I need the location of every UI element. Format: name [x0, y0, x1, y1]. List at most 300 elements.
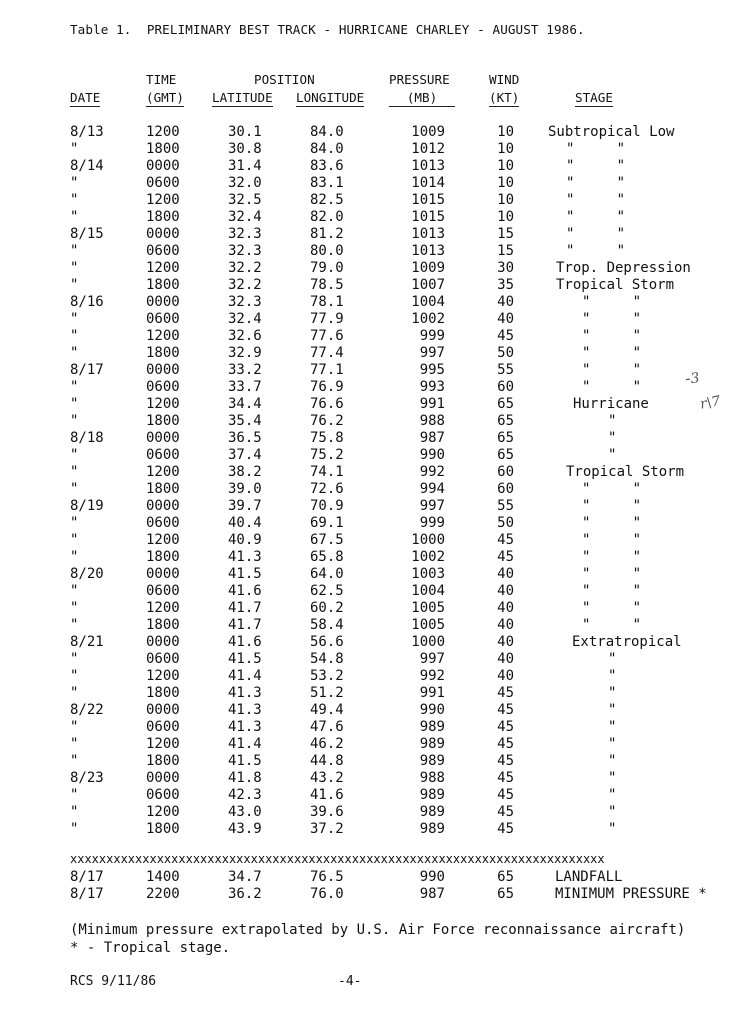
header-wind-top: WIND [489, 72, 520, 87]
latitude-cell: 32.4 [228, 311, 262, 327]
pressure-cell: 990 [419, 702, 445, 718]
latitude-cell: 33.2 [228, 362, 262, 378]
pressure-cell: 1009 [411, 260, 445, 276]
longitude-cell: 78.5 [310, 277, 344, 293]
latitude-cell: 43.9 [228, 821, 262, 837]
wind-cell: 55 [497, 362, 514, 378]
stage-cell: " " [582, 600, 642, 616]
pressure-cell: 989 [419, 821, 445, 837]
date-cell: 8/13 [70, 124, 104, 140]
footer-initials-date: RCS 9/11/86 [70, 974, 157, 989]
wind-cell: 45 [497, 804, 514, 820]
stage-cell: " " [582, 311, 642, 327]
pressure-cell: 1003 [411, 566, 445, 582]
stage-cell: " [608, 753, 617, 769]
stage-cell: " " [582, 549, 642, 565]
latitude-cell: 39.7 [228, 498, 262, 514]
header-position: POSITION [254, 72, 315, 87]
table-row [0, 362, 732, 379]
table-row [0, 651, 732, 668]
longitude-cell: 77.6 [310, 328, 344, 344]
table-row [0, 294, 732, 311]
date-cell: " [70, 413, 79, 429]
wind-cell: 35 [497, 277, 514, 293]
date-cell: 8/17 [70, 869, 104, 885]
wind-cell: 40 [497, 617, 514, 633]
latitude-cell: 36.5 [228, 430, 262, 446]
latitude-cell: 41.5 [228, 566, 262, 582]
longitude-cell: 83.6 [310, 158, 344, 174]
time-cell: 0000 [146, 226, 180, 242]
longitude-cell: 75.8 [310, 430, 344, 446]
date-cell: " [70, 651, 79, 667]
table-row [0, 821, 732, 838]
time-cell: 0000 [146, 158, 180, 174]
time-cell: 0000 [146, 430, 180, 446]
time-cell: 1800 [146, 413, 180, 429]
date-cell: 8/14 [70, 158, 104, 174]
wind-cell: 45 [497, 753, 514, 769]
stage-cell: Trop. Depression [556, 260, 691, 276]
wind-cell: 60 [497, 481, 514, 497]
stage-cell: " [608, 651, 617, 667]
time-cell: 1800 [146, 209, 180, 225]
latitude-cell: 41.3 [228, 549, 262, 565]
table-row [0, 583, 732, 600]
time-cell: 0600 [146, 379, 180, 395]
pressure-cell: 1013 [411, 243, 445, 259]
pressure-cell: 989 [419, 787, 445, 803]
date-cell: 8/15 [70, 226, 104, 242]
time-cell: 1200 [146, 396, 180, 412]
longitude-cell: 65.8 [310, 549, 344, 565]
latitude-cell: 32.3 [228, 226, 262, 242]
longitude-cell: 83.1 [310, 175, 344, 191]
pressure-cell: 1007 [411, 277, 445, 293]
time-cell: 2200 [146, 886, 180, 902]
longitude-cell: 82.5 [310, 192, 344, 208]
stage-cell: " " [582, 498, 642, 514]
latitude-cell: 41.6 [228, 634, 262, 650]
date-cell: " [70, 753, 79, 769]
latitude-cell: 41.3 [228, 719, 262, 735]
latitude-cell: 41.5 [228, 753, 262, 769]
stage-cell: LANDFALL [555, 869, 623, 885]
longitude-cell: 70.9 [310, 498, 344, 514]
stage-cell: " " [582, 532, 642, 548]
latitude-cell: 30.8 [228, 141, 262, 157]
date-cell: " [70, 787, 79, 803]
table-row [0, 277, 732, 294]
date-cell: " [70, 583, 79, 599]
date-cell: " [70, 192, 79, 208]
wind-cell: 45 [497, 770, 514, 786]
pressure-cell: 991 [419, 396, 445, 412]
longitude-cell: 77.9 [310, 311, 344, 327]
wind-cell: 60 [497, 464, 514, 480]
latitude-cell: 32.4 [228, 209, 262, 225]
pressure-cell: 1004 [411, 294, 445, 310]
pressure-cell: 1002 [411, 311, 445, 327]
table-row [0, 634, 732, 651]
wind-cell: 45 [497, 549, 514, 565]
table-row [0, 787, 732, 804]
time-cell: 0000 [146, 634, 180, 650]
longitude-cell: 81.2 [310, 226, 344, 242]
latitude-cell: 35.4 [228, 413, 262, 429]
wind-cell: 10 [497, 141, 514, 157]
longitude-cell: 60.2 [310, 600, 344, 616]
date-cell: " [70, 141, 79, 157]
date-cell: 8/17 [70, 886, 104, 902]
pressure-cell: 987 [419, 430, 445, 446]
wind-cell: 55 [497, 498, 514, 514]
table-row [0, 668, 732, 685]
latitude-cell: 41.4 [228, 668, 262, 684]
footer-page-number: -4- [338, 974, 362, 989]
header-pressure-bottom: (MB) [389, 92, 455, 107]
stage-cell: " [608, 804, 617, 820]
longitude-cell: 84.0 [310, 141, 344, 157]
time-cell: 1200 [146, 464, 180, 480]
time-cell: 1200 [146, 600, 180, 616]
stage-cell: Hurricane [573, 396, 649, 412]
longitude-cell: 69.1 [310, 515, 344, 531]
table-row [0, 685, 732, 702]
date-cell: " [70, 481, 79, 497]
stage-cell: " [608, 702, 617, 718]
time-cell: 1800 [146, 617, 180, 633]
time-cell: 1200 [146, 532, 180, 548]
wind-cell: 15 [497, 243, 514, 259]
wind-cell: 40 [497, 294, 514, 310]
pressure-cell: 989 [419, 736, 445, 752]
date-cell: " [70, 668, 79, 684]
time-cell: 0600 [146, 311, 180, 327]
stage-cell: " " [566, 243, 626, 259]
table-row [0, 141, 732, 158]
handwritten-mark: -3 [683, 368, 701, 388]
pressure-cell: 997 [419, 651, 445, 667]
latitude-cell: 32.5 [228, 192, 262, 208]
longitude-cell: 76.9 [310, 379, 344, 395]
longitude-cell: 84.0 [310, 124, 344, 140]
table-row [0, 379, 732, 396]
table-row [0, 124, 732, 141]
pressure-cell: 989 [419, 753, 445, 769]
table-row [0, 532, 732, 549]
date-cell: 8/20 [70, 566, 104, 582]
date-cell: " [70, 379, 79, 395]
longitude-cell: 77.4 [310, 345, 344, 361]
pressure-cell: 992 [419, 464, 445, 480]
table-row [0, 600, 732, 617]
table-row [0, 243, 732, 260]
longitude-cell: 72.6 [310, 481, 344, 497]
date-cell: " [70, 532, 79, 548]
wind-cell: 40 [497, 566, 514, 582]
pressure-cell: 1009 [411, 124, 445, 140]
stage-cell: " " [582, 583, 642, 599]
table-row [0, 498, 732, 515]
table-row [0, 617, 732, 634]
table-row [0, 719, 732, 736]
stage-cell: " " [566, 175, 626, 191]
longitude-cell: 43.2 [310, 770, 344, 786]
time-cell: 1200 [146, 328, 180, 344]
table-row [0, 886, 732, 903]
date-cell: " [70, 243, 79, 259]
longitude-cell: 67.5 [310, 532, 344, 548]
longitude-cell: 62.5 [310, 583, 344, 599]
latitude-cell: 30.1 [228, 124, 262, 140]
pressure-cell: 1005 [411, 617, 445, 633]
time-cell: 0600 [146, 719, 180, 735]
stage-cell: " [608, 447, 617, 463]
wind-cell: 65 [497, 396, 514, 412]
wind-cell: 65 [497, 886, 514, 902]
wind-cell: 65 [497, 413, 514, 429]
wind-cell: 10 [497, 192, 514, 208]
latitude-cell: 32.2 [228, 277, 262, 293]
handwritten-mark: r\7 [698, 393, 722, 413]
table-title: Table 1. PRELIMINARY BEST TRACK - HURRICANE CHARLEY - AUGUST 1986. [70, 22, 585, 37]
latitude-cell: 32.6 [228, 328, 262, 344]
time-cell: 1800 [146, 549, 180, 565]
wind-cell: 45 [497, 532, 514, 548]
stage-cell: Subtropical Low [548, 124, 675, 140]
table-row [0, 345, 732, 362]
date-cell: " [70, 260, 79, 276]
table-row [0, 175, 732, 192]
stage-cell: " [608, 821, 617, 837]
pressure-cell: 999 [419, 328, 445, 344]
latitude-cell: 41.7 [228, 600, 262, 616]
date-cell: " [70, 804, 79, 820]
table-row [0, 192, 732, 209]
date-cell: " [70, 685, 79, 701]
longitude-cell: 64.0 [310, 566, 344, 582]
pressure-cell: 994 [419, 481, 445, 497]
date-cell: " [70, 515, 79, 531]
wind-cell: 65 [497, 447, 514, 463]
date-cell: " [70, 396, 79, 412]
time-cell: 0600 [146, 447, 180, 463]
stage-cell: " " [566, 141, 626, 157]
longitude-cell: 82.0 [310, 209, 344, 225]
header-latitude: LATITUDE [212, 90, 273, 105]
time-cell: 1200 [146, 192, 180, 208]
wind-cell: 40 [497, 583, 514, 599]
longitude-cell: 74.1 [310, 464, 344, 480]
latitude-cell: 32.0 [228, 175, 262, 191]
date-cell: 8/19 [70, 498, 104, 514]
wind-cell: 45 [497, 719, 514, 735]
table-row [0, 549, 732, 566]
latitude-cell: 32.9 [228, 345, 262, 361]
time-cell: 0600 [146, 583, 180, 599]
longitude-cell: 75.2 [310, 447, 344, 463]
wind-cell: 45 [497, 702, 514, 718]
latitude-cell: 42.3 [228, 787, 262, 803]
time-cell: 1800 [146, 141, 180, 157]
date-cell: " [70, 464, 79, 480]
latitude-cell: 41.7 [228, 617, 262, 633]
header-time-top: TIME [146, 72, 177, 87]
stage-cell: " " [582, 379, 642, 395]
stage-cell: " " [582, 481, 642, 497]
latitude-cell: 32.3 [228, 243, 262, 259]
wind-cell: 45 [497, 328, 514, 344]
longitude-cell: 76.0 [310, 886, 344, 902]
wind-cell: 40 [497, 600, 514, 616]
latitude-cell: 33.7 [228, 379, 262, 395]
time-cell: 1800 [146, 345, 180, 361]
pressure-cell: 1012 [411, 141, 445, 157]
date-cell: 8/22 [70, 702, 104, 718]
date-cell: " [70, 821, 79, 837]
pressure-cell: 1000 [411, 634, 445, 650]
date-cell: " [70, 549, 79, 565]
pressure-cell: 1013 [411, 158, 445, 174]
pressure-cell: 988 [419, 413, 445, 429]
wind-cell: 30 [497, 260, 514, 276]
wind-cell: 65 [497, 869, 514, 885]
time-cell: 1200 [146, 804, 180, 820]
date-cell: " [70, 447, 79, 463]
date-cell: " [70, 719, 79, 735]
table-row [0, 515, 732, 532]
date-cell: " [70, 277, 79, 293]
wind-cell: 45 [497, 736, 514, 752]
wind-cell: 10 [497, 124, 514, 140]
time-cell: 0000 [146, 566, 180, 582]
pressure-cell: 997 [419, 345, 445, 361]
time-cell: 0000 [146, 770, 180, 786]
table-row [0, 209, 732, 226]
latitude-cell: 38.2 [228, 464, 262, 480]
stage-cell: Extratropical [572, 634, 682, 650]
table-row [0, 311, 732, 328]
pressure-cell: 1014 [411, 175, 445, 191]
date-cell: " [70, 617, 79, 633]
date-cell: " [70, 328, 79, 344]
header-date: DATE [70, 90, 101, 105]
time-cell: 1800 [146, 685, 180, 701]
wind-cell: 15 [497, 226, 514, 242]
header-longitude: LONGITUDE [296, 90, 365, 105]
time-cell: 0600 [146, 787, 180, 803]
pressure-cell: 997 [419, 498, 445, 514]
stage-cell: " " [582, 515, 642, 531]
longitude-cell: 58.4 [310, 617, 344, 633]
date-cell: " [70, 175, 79, 191]
stage-cell: " " [582, 362, 642, 378]
wind-cell: 45 [497, 685, 514, 701]
date-cell: " [70, 345, 79, 361]
longitude-cell: 54.8 [310, 651, 344, 667]
stage-cell: " " [582, 566, 642, 582]
table-row [0, 481, 732, 498]
wind-cell: 10 [497, 158, 514, 174]
latitude-cell: 41.4 [228, 736, 262, 752]
table-row [0, 447, 732, 464]
time-cell: 1800 [146, 277, 180, 293]
stage-cell: " [608, 413, 617, 429]
stage-cell: " [608, 787, 617, 803]
time-cell: 1200 [146, 260, 180, 276]
wind-cell: 10 [497, 209, 514, 225]
wind-cell: 10 [497, 175, 514, 191]
date-cell: " [70, 736, 79, 752]
pressure-cell: 1013 [411, 226, 445, 242]
wind-cell: 45 [497, 821, 514, 837]
latitude-cell: 36.2 [228, 886, 262, 902]
longitude-cell: 44.8 [310, 753, 344, 769]
latitude-cell: 41.6 [228, 583, 262, 599]
date-cell: 8/18 [70, 430, 104, 446]
pressure-cell: 989 [419, 719, 445, 735]
wind-cell: 40 [497, 311, 514, 327]
wind-cell: 40 [497, 651, 514, 667]
table-row [0, 260, 732, 277]
date-cell: 8/21 [70, 634, 104, 650]
pressure-cell: 988 [419, 770, 445, 786]
latitude-cell: 39.0 [228, 481, 262, 497]
longitude-cell: 76.5 [310, 869, 344, 885]
time-cell: 0000 [146, 294, 180, 310]
pressure-cell: 987 [419, 886, 445, 902]
pressure-cell: 990 [419, 869, 445, 885]
date-cell: " [70, 209, 79, 225]
longitude-cell: 76.6 [310, 396, 344, 412]
wind-cell: 50 [497, 345, 514, 361]
header-stage: STAGE [575, 90, 613, 105]
latitude-cell: 41.3 [228, 702, 262, 718]
pressure-cell: 992 [419, 668, 445, 684]
pressure-cell: 1004 [411, 583, 445, 599]
pressure-cell: 995 [419, 362, 445, 378]
stage-cell: MINIMUM PRESSURE * [555, 886, 707, 902]
longitude-cell: 47.6 [310, 719, 344, 735]
time-cell: 1800 [146, 821, 180, 837]
separator-line: xxxxxxxxxxxxxxxxxxxxxxxxxxxxxxxxxxxxxxxxxxxxxxxxxxxxxxxxxxxxxxxxxxxxxxxxxx [70, 852, 605, 866]
table-row [0, 396, 732, 413]
longitude-cell: 79.0 [310, 260, 344, 276]
time-cell: 0000 [146, 362, 180, 378]
pressure-cell: 990 [419, 447, 445, 463]
note-min-pressure: (Minimum pressure extrapolated by U.S. Air Force reconnaissance aircraft) [70, 922, 686, 938]
latitude-cell: 43.0 [228, 804, 262, 820]
time-cell: 0000 [146, 498, 180, 514]
stage-cell: " " [582, 294, 642, 310]
latitude-cell: 41.8 [228, 770, 262, 786]
table-row [0, 464, 732, 481]
latitude-cell: 41.5 [228, 651, 262, 667]
stage-cell: " [608, 770, 617, 786]
stage-cell: Tropical Storm [556, 277, 675, 293]
time-cell: 1200 [146, 736, 180, 752]
wind-cell: 50 [497, 515, 514, 531]
longitude-cell: 80.0 [310, 243, 344, 259]
longitude-cell: 56.6 [310, 634, 344, 650]
table-row [0, 430, 732, 447]
table-row [0, 328, 732, 345]
table-row [0, 566, 732, 583]
stage-cell: Tropical Storm [566, 464, 685, 480]
table-row [0, 770, 732, 787]
stage-cell: " " [566, 192, 626, 208]
